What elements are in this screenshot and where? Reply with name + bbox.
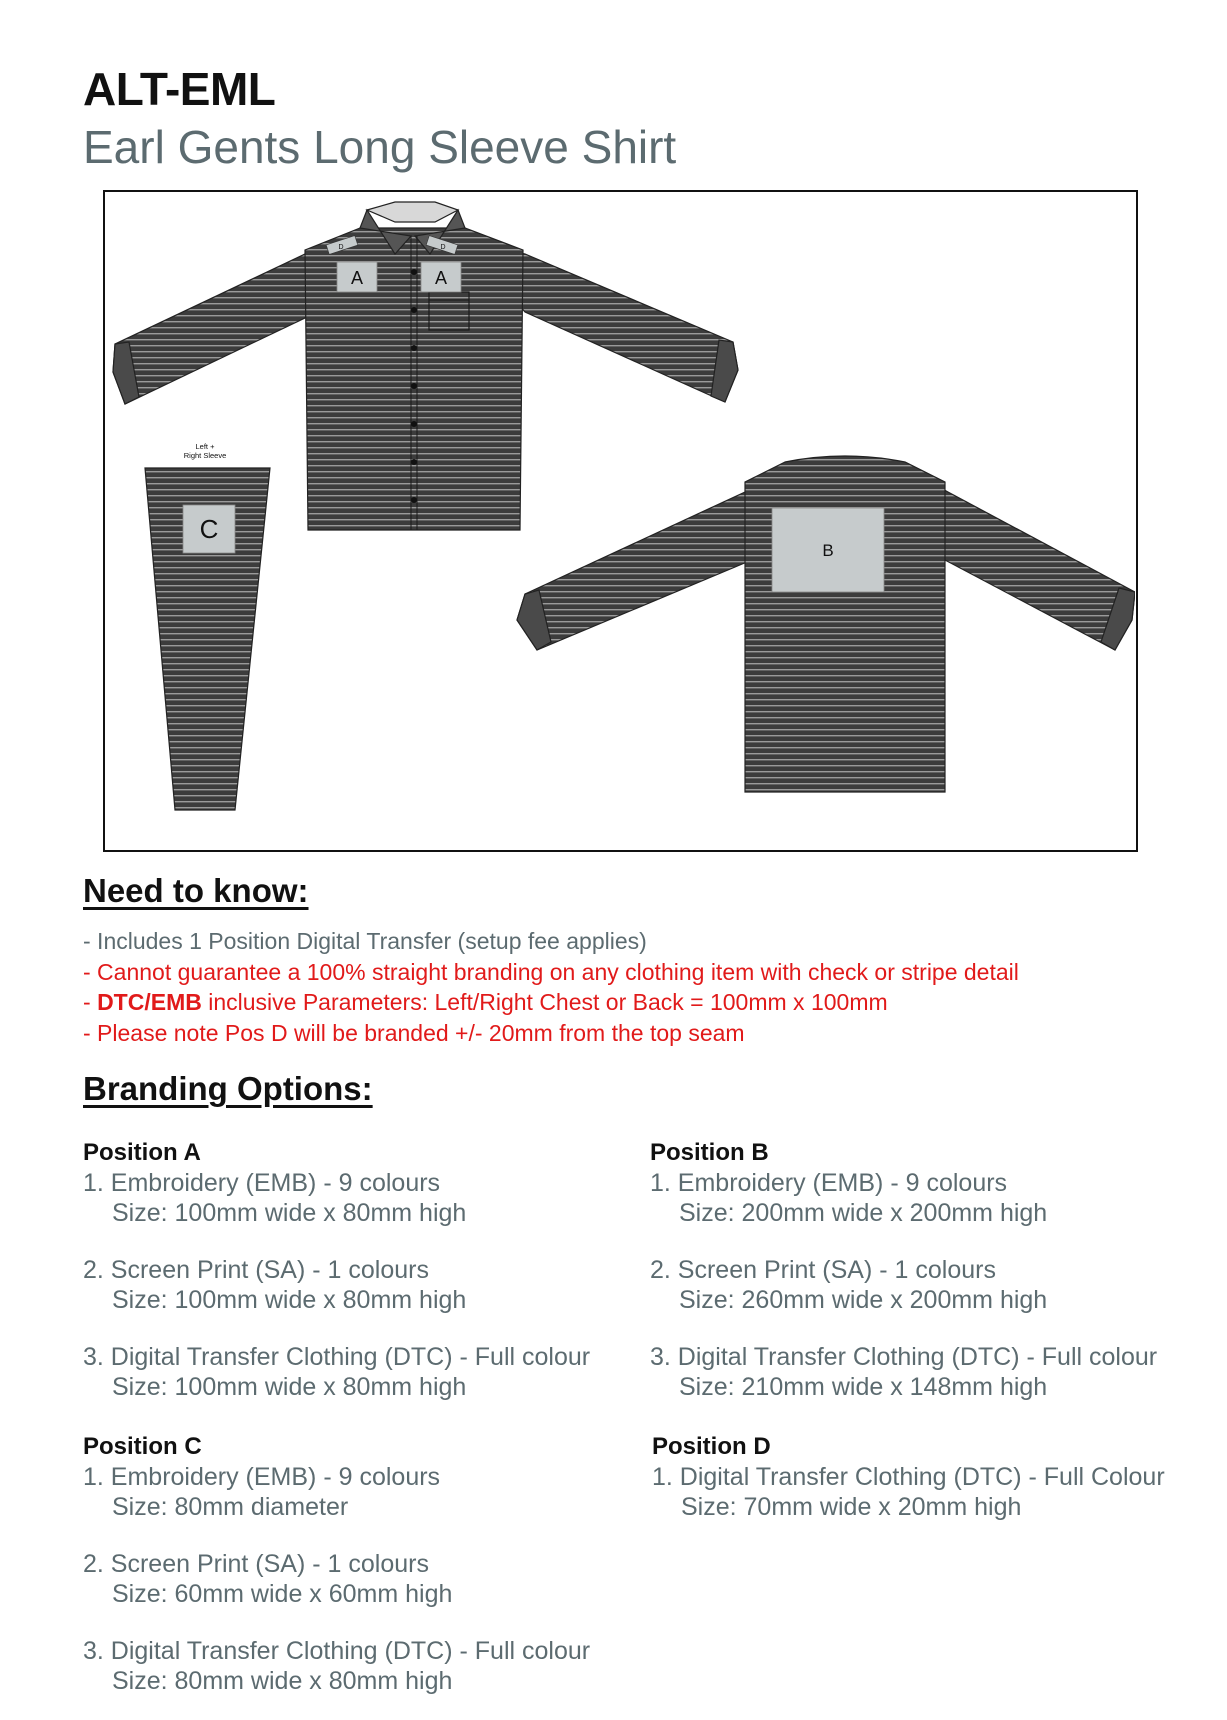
note-parameters-text: inclusive Parameters: Left/Right Chest or Back = 100mm x 100mm bbox=[201, 989, 888, 1015]
option-size: Size: 60mm wide x 60mm high bbox=[112, 1580, 453, 1608]
option-size: Size: 100mm wide x 80mm high bbox=[112, 1373, 467, 1401]
position-c-label: C bbox=[199, 514, 219, 544]
note-setup-fee: - Includes 1 Position Digital Transfer (setup fee applies) bbox=[83, 928, 647, 954]
option-size: Size: 100mm wide x 80mm high bbox=[112, 1286, 467, 1314]
option-method: 2. Screen Print (SA) - 1 colours bbox=[83, 1550, 429, 1578]
option-method: 3. Digital Transfer Clothing (DTC) - Full colour bbox=[83, 1343, 591, 1371]
branding-option bbox=[83, 1168, 590, 1228]
option-size: Size: 80mm wide x 80mm high bbox=[112, 1667, 453, 1695]
option-method: 3. Digital Transfer Clothing (DTC) - Full colour bbox=[650, 1343, 1158, 1371]
position-b-label: B bbox=[822, 541, 834, 560]
position-a-section bbox=[83, 1138, 590, 1429]
option-size: Size: 80mm diameter bbox=[112, 1493, 349, 1521]
branding-option bbox=[650, 1342, 1157, 1402]
position-d-section bbox=[652, 1432, 1165, 1549]
position-d-label-left: D bbox=[338, 244, 344, 251]
option-method: 2. Screen Print (SA) - 1 colours bbox=[650, 1256, 996, 1284]
position-b-patch bbox=[772, 508, 884, 592]
option-method: 1. Digital Transfer Clothing (DTC) - Full Colour bbox=[652, 1463, 1165, 1491]
option-method: 3. Digital Transfer Clothing (DTC) - Full colour bbox=[83, 1637, 591, 1665]
option-size: Size: 260mm wide x 200mm high bbox=[679, 1286, 1048, 1314]
sleeve-illustration bbox=[145, 442, 270, 810]
position-title: Position D bbox=[652, 1433, 771, 1460]
branding-option bbox=[650, 1168, 1157, 1228]
note-parameters bbox=[83, 987, 1019, 1018]
position-title: Position C bbox=[83, 1433, 202, 1460]
position-d-label-right: D bbox=[440, 244, 446, 251]
branding-option bbox=[650, 1255, 1157, 1315]
note-position-d: - Please note Pos D will be branded +/- 20mm from the top seam bbox=[83, 1019, 745, 1046]
position-a-label-right: A bbox=[434, 268, 448, 288]
option-size: Size: 70mm wide x 20mm high bbox=[681, 1493, 1022, 1521]
branding-option bbox=[652, 1462, 1165, 1522]
branding-option bbox=[83, 1255, 590, 1315]
option-method: 1. Embroidery (EMB) - 9 colours bbox=[83, 1463, 441, 1491]
position-title: Position B bbox=[650, 1139, 769, 1166]
option-size: Size: 200mm wide x 200mm high bbox=[679, 1199, 1048, 1227]
product-code: ALT-EML bbox=[83, 63, 276, 115]
sleeve-label-line2: Right Sleeve bbox=[183, 451, 227, 460]
branding-option bbox=[83, 1342, 590, 1402]
branding-diagram bbox=[103, 190, 1138, 852]
note-parameters-bold: DTC/EMB bbox=[97, 989, 202, 1015]
branding-option bbox=[83, 1549, 590, 1609]
position-title: Position A bbox=[83, 1139, 201, 1166]
product-name: Earl Gents Long Sleeve Shirt bbox=[83, 121, 677, 173]
option-method: 2. Screen Print (SA) - 1 colours bbox=[83, 1256, 429, 1284]
need-to-know-heading: Need to know: bbox=[83, 872, 309, 909]
position-a-label-left: A bbox=[350, 268, 364, 288]
option-size: Size: 100mm wide x 80mm high bbox=[112, 1199, 467, 1227]
need-to-know-notes bbox=[83, 926, 1019, 1048]
back-shirt bbox=[517, 456, 1135, 792]
option-method: 1. Embroidery (EMB) - 9 colours bbox=[83, 1169, 441, 1197]
shirt-illustration bbox=[105, 192, 1135, 849]
note-straight-branding: - Cannot guarantee a 100% straight branding on any clothing item with check or stripe detail bbox=[83, 958, 1019, 985]
branding-option bbox=[83, 1462, 590, 1522]
note-parameters-prefix: - bbox=[83, 989, 98, 1015]
sleeve-label-line1: Left + bbox=[195, 442, 215, 451]
branding-options-heading: Branding Options: bbox=[83, 1070, 373, 1107]
position-b-section bbox=[650, 1138, 1157, 1429]
position-c-section bbox=[83, 1432, 590, 1720]
option-method: 1. Embroidery (EMB) - 9 colours bbox=[650, 1169, 1008, 1197]
branding-option bbox=[83, 1636, 590, 1696]
option-size: Size: 210mm wide x 148mm high bbox=[679, 1373, 1048, 1401]
